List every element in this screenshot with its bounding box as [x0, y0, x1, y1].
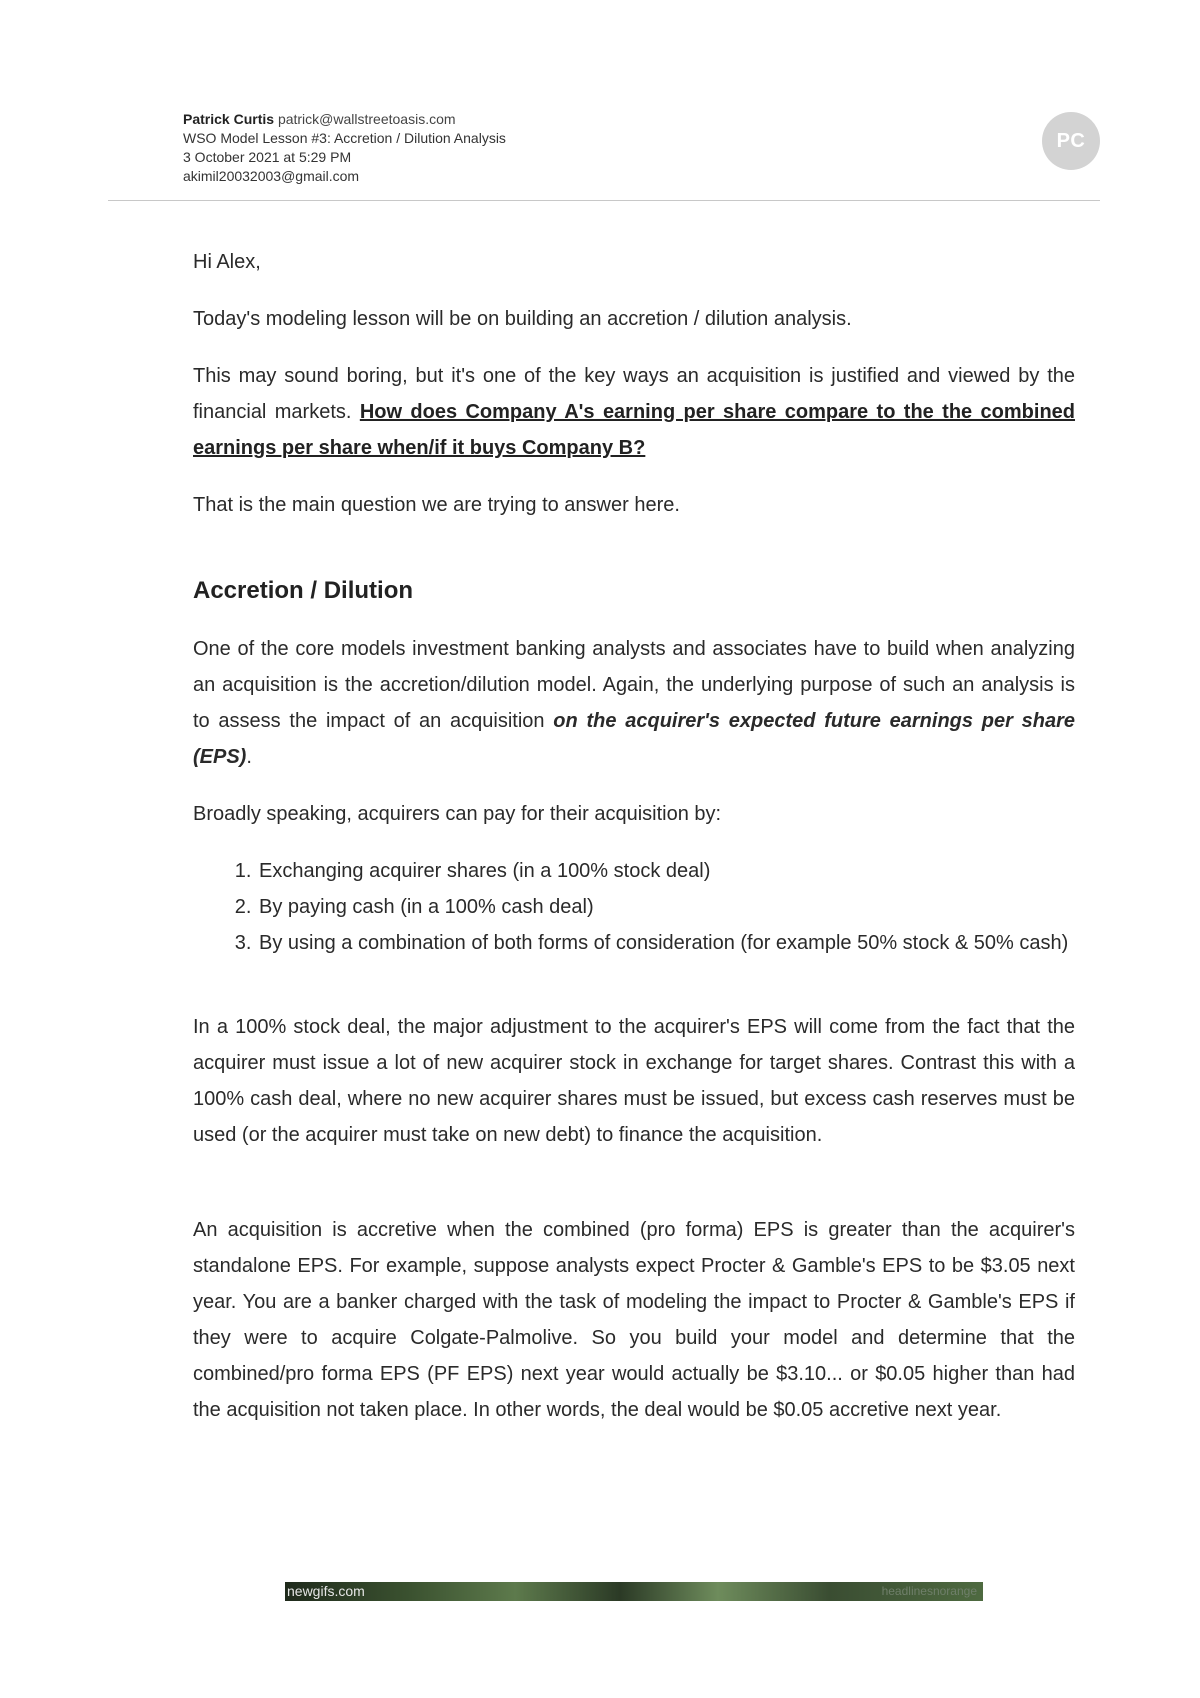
avatar: PC [1042, 112, 1100, 170]
list-item: 2. By paying cash (in a 100% cash deal) [257, 889, 1075, 925]
main-question-paragraph: That is the main question we are trying to answer here. [193, 494, 680, 516]
header-divider [108, 200, 1100, 201]
paragraph-key-ways [193, 358, 1075, 466]
paragraph-accretive: An acquisition is accretive when the combined (pro forma) EPS is greater than the acquirer's standalone EPS. For example, suppose analysts expect Procter & Gamble's EPS to be $3.05 next year. You are a banker charged with the task of modeling the impact to Procter & Gamble's EPS if they were to acquire Colgate-Palmolive. So you build your model and determine that the combined/pro forma EPS (PF EPS) next year would actually be $3.10... or $0.05 higher than had the acquisition not taken place. In other words, the deal would be $0.05 accretive next year. [193, 1219, 1075, 1421]
list-item: 1. Exchanging acquirer shares (in a 100% stock deal) [257, 853, 1075, 889]
banner-right-text: headlinesnorange [881, 1584, 977, 1598]
paragraph-broadly: Broadly speaking, acquirers can pay for their acquisition by: [193, 803, 722, 825]
spacer [193, 1174, 1075, 1212]
greeting: Hi Alex, [193, 251, 261, 273]
payment-methods-list [193, 853, 1075, 961]
sender-email[interactable]: patrick@wallstreetoasis.com [277, 111, 456, 127]
to-value[interactable]: akimil20032003@gmail.com [183, 168, 360, 184]
paragraph-stock-deal: In a 100% stock deal, the major adjustment to the acquirer's EPS will come from the fact that the acquirer must issue a lot of new acquirer stock in exchange for target shares. Contrast this with a 100% cash deal, where no new acquirer shares must be issued, but excess cash reserves must be used (or the acquirer must take on new debt) to finance the acquisition. [193, 1016, 1075, 1146]
paragraph-text: This may sound boring, but it's one of the key ways an acquisition is justified and viewed by the financial markets. [193, 365, 1075, 423]
email-header [0, 110, 1200, 200]
key-question-link[interactable]: How does Company A's earning per share compare to the the combined earnings per share when/if it buys Company B? [193, 401, 1076, 459]
paragraph-end: . [246, 746, 252, 768]
section-heading: Accretion / Dilution [193, 577, 414, 604]
intro-paragraph: Today's modeling lesson will be on building an accretion / dilution analysis. [193, 308, 852, 330]
list-item: 3. By using a combination of both forms of consideration (for example 50% stock & 50% cash) [257, 925, 1075, 961]
from-value [183, 110, 456, 129]
date-value: 3 October 2021 at 5:29 PM [183, 149, 352, 165]
subject-value: WSO Model Lesson #3: Accretion / Dilution Analysis [183, 130, 506, 146]
emphasis-text: on the acquirer's expected future earnings per share (EPS) [193, 710, 1075, 768]
banner-image[interactable] [285, 1582, 983, 1601]
sender-name: Patrick Curtis [183, 111, 275, 127]
email-body [193, 244, 1075, 1449]
banner-left-text: newgifs.com [287, 1583, 365, 1599]
paragraph-core-models [193, 631, 1075, 775]
paragraph-text: One of the core models investment banking analysts and associates have to build when analyzing an acquisition is the accretion/dilution model. Again, the underlying purpose of such an analysis is to assess the impact of an acquisition [193, 638, 1075, 732]
